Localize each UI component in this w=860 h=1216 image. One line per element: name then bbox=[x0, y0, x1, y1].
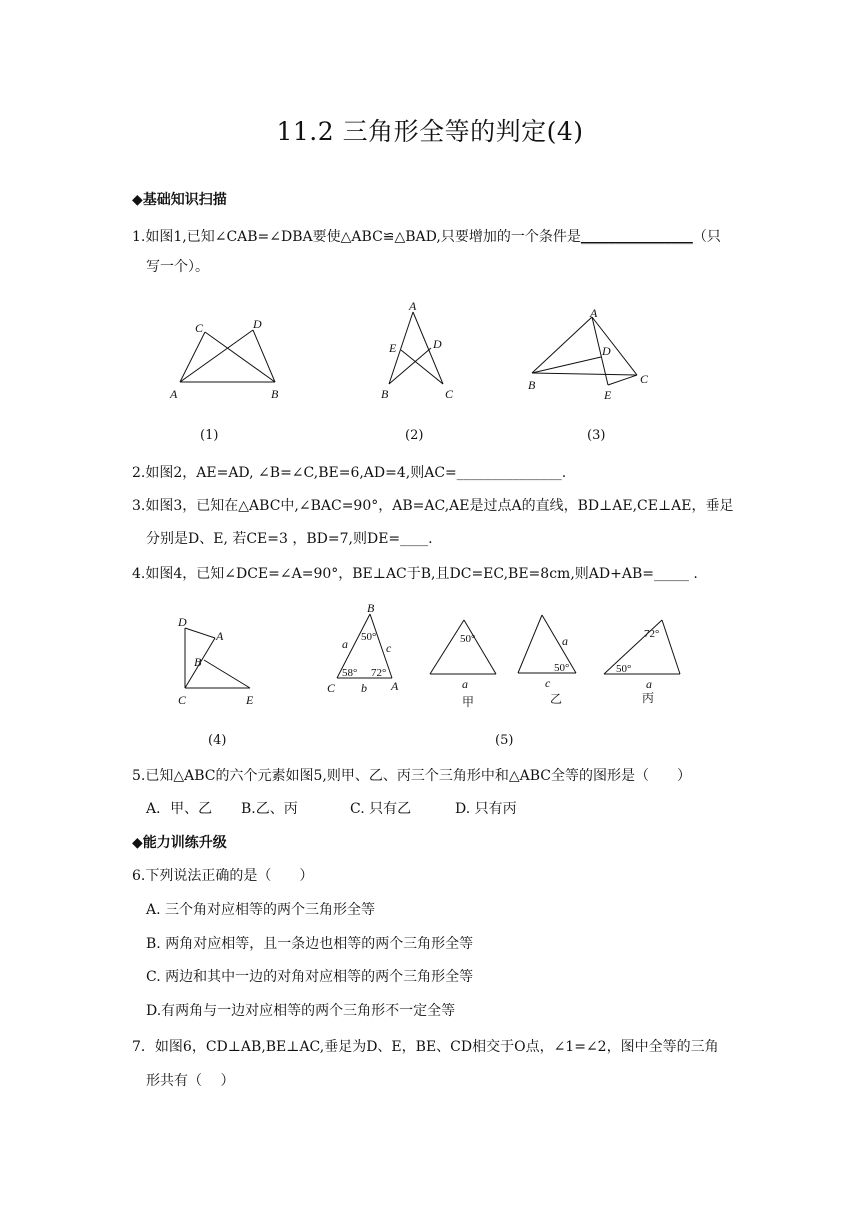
side-left bbox=[518, 615, 542, 673]
question-7-line-2: 形共有（ ） bbox=[146, 1073, 235, 1089]
label-c: C bbox=[195, 321, 204, 335]
label-c: C bbox=[327, 681, 336, 695]
angle-c-label: 58° bbox=[342, 667, 358, 679]
label-b: B bbox=[381, 387, 389, 401]
label-d: D bbox=[602, 344, 611, 358]
angle-top-label: 72° bbox=[644, 628, 660, 640]
question-6-option-a[interactable]: A. 三个角对应相等的两个三角形全等 bbox=[146, 902, 376, 918]
segment-ad bbox=[180, 330, 253, 382]
question-4: 4.如图4，已知∠DCE=∠A=90°，BE⊥AC于B,且DC=EC,BE=8cm,则AD+AB=_____ . bbox=[132, 566, 698, 582]
label-a: A bbox=[216, 629, 224, 643]
side-a-label: a bbox=[342, 637, 348, 651]
label-a: A bbox=[590, 306, 598, 320]
segment-da bbox=[185, 628, 215, 638]
angle-a-label: 72° bbox=[371, 667, 387, 679]
question-5-option-b[interactable]: B.乙、丙 bbox=[241, 801, 298, 817]
question-5-option-d[interactable]: D. 只有丙 bbox=[455, 801, 517, 817]
label-e: E bbox=[604, 388, 612, 402]
question-2: 2.如图2，AE=AD, ∠B=∠C,BE=6,AD=4,则AC=_______________. bbox=[132, 465, 567, 481]
figure-5-caption: (5) bbox=[495, 733, 514, 748]
section-ability-training: ◆能力训练升级 bbox=[132, 835, 227, 851]
label-d: D bbox=[433, 337, 442, 351]
label-e: E bbox=[389, 341, 397, 355]
label-a: A bbox=[391, 679, 399, 693]
side-left bbox=[430, 620, 464, 674]
figure-5-triangle-yi bbox=[510, 605, 590, 705]
question-1-text: 1.如图1,已知∠CAB=∠DBA要使△ABC≌△BAD,只要增加的一个条件是 bbox=[132, 229, 581, 245]
label-d: D bbox=[178, 615, 187, 629]
question-6-option-c[interactable]: C. 两边和其中一边的对角对应相等的两个三角形全等 bbox=[146, 969, 474, 985]
side-b-label: b bbox=[361, 681, 367, 695]
label-a: A bbox=[170, 387, 178, 401]
side-right bbox=[662, 620, 680, 674]
question-5: 5.已知△ABC的六个元素如图5,则甲、乙、丙三个三角形中和△ABC全等的图形是（ ） bbox=[132, 768, 691, 784]
figure-5-triangle-jia bbox=[422, 610, 512, 710]
figure-5-triangle-bing bbox=[598, 610, 694, 710]
figure-3-caption: (3) bbox=[587, 428, 606, 443]
question-3-line-2: 分别是D、E, 若CE=3 ，BD=7,则DE=____. bbox=[146, 531, 433, 547]
side-c-label: c bbox=[545, 676, 551, 690]
label-c: C bbox=[445, 387, 454, 401]
figure-3 bbox=[520, 305, 660, 405]
question-1-blank[interactable]: ________________ bbox=[580, 229, 693, 245]
angle-label: 50° bbox=[554, 662, 570, 674]
segment-ec bbox=[608, 375, 637, 385]
side-a-label: a bbox=[562, 634, 568, 648]
angle-label: 50° bbox=[460, 633, 476, 645]
triangle-name: 乙 bbox=[550, 692, 563, 705]
question-6-option-b[interactable]: B. 两角对应相等，且一条边也相等的两个三角形全等 bbox=[146, 936, 474, 952]
side-label: a bbox=[646, 677, 652, 691]
triangle-name: 甲 bbox=[462, 695, 475, 709]
section-basic-knowledge: ◆基础知识扫描 bbox=[132, 192, 227, 208]
side-label: a bbox=[462, 677, 468, 691]
label-a: A bbox=[409, 299, 417, 313]
question-6-option-d[interactable]: D.有两角与一边对应相等的两个三角形不一定全等 bbox=[146, 1003, 456, 1019]
label-b: B bbox=[528, 378, 536, 392]
side-right bbox=[464, 620, 496, 674]
label-e: E bbox=[246, 693, 254, 707]
figure-4-caption: (4) bbox=[208, 733, 227, 748]
figure-1-caption: (1) bbox=[200, 428, 219, 443]
segment-bd bbox=[532, 357, 601, 373]
segment-ab bbox=[532, 317, 592, 373]
question-1-line-1 bbox=[132, 227, 721, 247]
question-5-option-a[interactable]: A．甲、乙 bbox=[146, 801, 213, 817]
figure-4 bbox=[170, 610, 270, 712]
question-3-line-1: 3.如图3，已知在△ABC中,∠BAC=90°，AB=AC,AE是过点A的直线，BD⊥AE,CE⊥AE，垂足 bbox=[132, 498, 734, 514]
label-b: B bbox=[367, 601, 375, 615]
label-d: D bbox=[253, 318, 262, 331]
question-6: 6.下列说法正确的是（ ） bbox=[132, 868, 314, 884]
triangle-name: 丙 bbox=[642, 691, 655, 705]
question-1-line-2: 写一个）。 bbox=[146, 259, 209, 275]
segment-be bbox=[204, 660, 250, 688]
label-c: C bbox=[640, 372, 649, 386]
angle-b-label: 50° bbox=[361, 631, 377, 643]
segment-ac bbox=[180, 332, 205, 382]
label-c: C bbox=[178, 693, 187, 707]
figure-5-triangle-abc bbox=[325, 600, 405, 695]
figure-2 bbox=[375, 298, 465, 406]
question-1-tail: （只 bbox=[692, 229, 721, 245]
label-b: B bbox=[271, 387, 279, 401]
figure-1 bbox=[165, 318, 295, 406]
page-title: 11.2 三角形全等的判定(4) bbox=[276, 117, 584, 146]
segment-bc bbox=[532, 373, 637, 375]
angle-left-label: 50° bbox=[616, 663, 632, 675]
question-5-option-c[interactable]: C. 只有乙 bbox=[350, 801, 412, 817]
side-c-label: c bbox=[386, 641, 392, 655]
figure-2-caption: (2) bbox=[405, 428, 424, 443]
question-7-line-1: 7．如图6，CD⊥AB,BE⊥AC,垂足为D、E，BE、CD相交于O点，∠1=∠2，图中全等的三角 bbox=[132, 1039, 719, 1055]
label-b: B bbox=[194, 655, 202, 669]
